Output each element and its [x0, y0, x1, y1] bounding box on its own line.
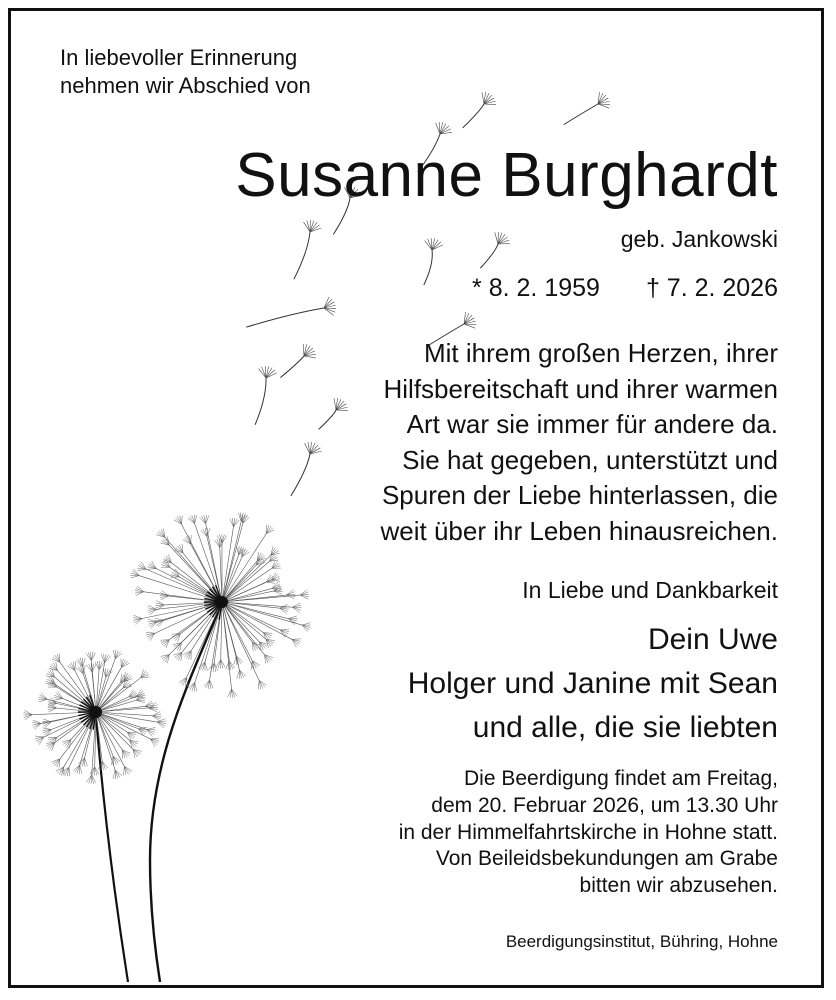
deceased-name: Susanne Burghardt — [235, 141, 778, 210]
mourner-line: Dein Uwe — [647, 623, 778, 656]
mourners — [408, 618, 778, 750]
intro-line: nehmen wir Abschied von — [60, 73, 311, 98]
life-dates — [472, 272, 778, 304]
thanks-line: In Liebe und Dankbarkeit — [522, 577, 778, 603]
death-date: † 7. 2. 2026 — [645, 274, 778, 302]
verse-line: weit über ihr Leben hinausreichen. — [380, 515, 778, 546]
memorial-verse — [381, 336, 778, 549]
verse-line: Hilfsbereitschaft und ihrer warmen — [383, 373, 778, 404]
funeral-line: bitten wir abzusehen. — [579, 874, 778, 898]
intro-line: In liebevoller Erinnerung — [60, 45, 298, 70]
mourner-line: Holger und Janine mit Sean — [407, 667, 778, 700]
funeral-line: in der Himmelfahrtskirche in Hohne statt. — [398, 820, 778, 844]
funeral-line: Die Beerdigung findet am Freitag, — [463, 767, 778, 790]
verse-line: Sie hat gegeben, unterstützt und — [402, 444, 778, 475]
verse-line: Art war sie immer für andere da. — [406, 409, 778, 439]
verse-line: Mit ihrem großen Herzen, ihrer — [424, 338, 778, 368]
mourner-line: und alle, die sie liebten — [472, 711, 778, 744]
birth-date: * 8. 2. 1959 — [472, 274, 600, 302]
undertaker: Beerdigungsinstitut, Bühring, Hohne — [505, 932, 778, 951]
funeral-info — [399, 766, 778, 900]
birth-name: geb. Jankowski — [620, 226, 778, 252]
verse-line: Spuren der Liebe hinterlassen, die — [381, 480, 778, 510]
intro-text — [60, 44, 311, 100]
funeral-line: Von Beileidsbekundungen am Grabe — [435, 847, 778, 871]
funeral-line: dem 20. Februar 2026, um 13.30 Uhr — [431, 793, 778, 817]
